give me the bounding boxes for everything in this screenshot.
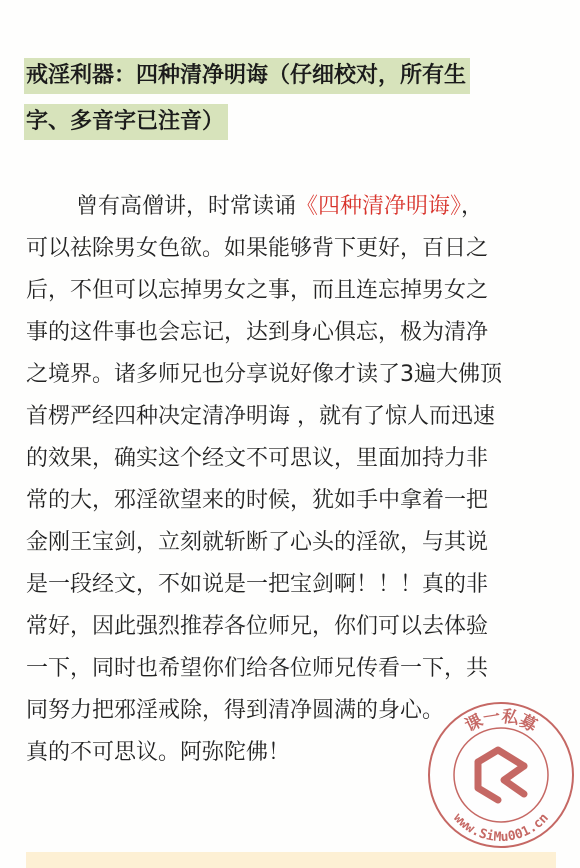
paragraph-line-13: 同努力把邪淫戒除，得到清净圆满的身心。: [26, 698, 445, 723]
paragraph-line-12: 一下，同时也希望你们给各位师兄传看一下，共: [26, 656, 489, 681]
title-line-1: 戒淫利器：四种清净明诲（仔细校对，所有生: [24, 58, 470, 94]
paragraph-line-3: 后，不但可以忘掉男女之事，而且连忘掉男女之: [26, 278, 489, 303]
paragraph-line-8: 常的大，邪淫欲望来的时候，犹如手中拿着一把: [26, 488, 489, 513]
seal-top-text: 课一私募: [461, 706, 541, 737]
seal-url-text: www.SiMu001.cn: [450, 810, 552, 846]
paragraph-line-2: 可以祛除男女色欲。如果能够背下更好，百日之: [26, 236, 489, 261]
paragraph-line-7: 的效果，确实这个经文不可思议，里面加持力非: [26, 446, 489, 471]
next-section-band: [26, 852, 556, 868]
paragraph-line-1: [26, 186, 556, 228]
paragraph-line-5: 之境界。诸多师兄也分享说好像才读了3遍大佛顶: [26, 362, 502, 387]
paragraph-line-9: 金刚王宝剑，立刻就斩断了心头的淫欲，与其说: [26, 530, 489, 555]
title-line-2: 字、多音字已注音）: [24, 104, 228, 140]
paragraph-text: ，: [461, 194, 484, 219]
watermark-seal: [426, 700, 576, 850]
paragraph-line-4: 事的这件事也会忘记，达到身心俱忘，极为清净: [26, 320, 489, 345]
article-title: [24, 58, 554, 150]
paragraph-text: 曾有高僧讲，时常读诵: [76, 194, 297, 219]
paragraph-line-6: 首楞严经四种决定清净明诲 ，就有了惊人而迅速: [26, 404, 495, 429]
paragraph-line-10: 是一段经文，不如说是一把宝剑啊！！！真的非: [26, 572, 489, 597]
paragraph-line-11: 常好，因此强烈推荐各位师兄，你们可以去体验: [26, 614, 489, 639]
article-paragraph: [26, 186, 556, 774]
scripture-title-link: 《四种清净明诲》: [296, 194, 462, 219]
paragraph-line-14: 真的不可思议。阿弥陀佛！: [26, 740, 291, 765]
